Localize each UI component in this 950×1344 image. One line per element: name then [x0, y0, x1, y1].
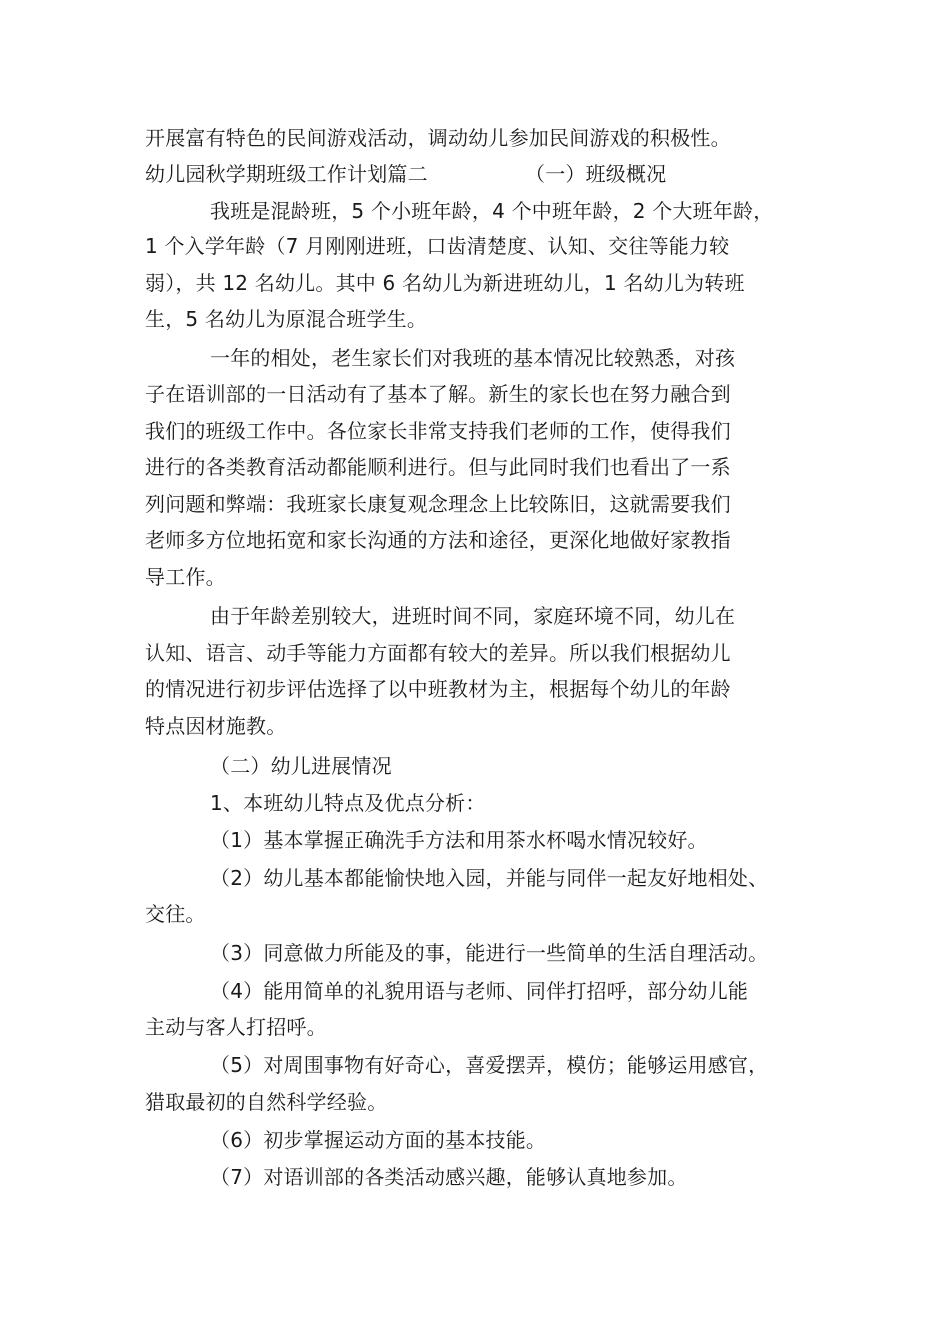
document-title: 幼儿园秋学期班级工作计划篇二 [145, 162, 428, 186]
paragraph-line: 1 个入学年龄（7 月刚刚进班，口齿清楚度、认知、交往等能力较 [145, 234, 730, 258]
list-item: （1）基本掌握正确洗手方法和用茶水杯喝水情况较好。 [210, 828, 708, 852]
list-item-continuation: 交往。 [145, 902, 206, 926]
paragraph-line: 认知、语言、动手等能力方面都有较大的差异。所以我们根据幼儿 [145, 641, 731, 665]
paragraph-line: 子在语训部的一日活动有了基本了解。新生的家长也在努力融合到 [145, 382, 731, 406]
subsection-heading: （二）幼儿进展情况 [210, 754, 392, 778]
paragraph-line: 一年的相处，老生家长们对我班的基本情况比较熟悉，对孩 [210, 346, 736, 370]
paragraph-line: 特点因材施教。 [145, 714, 287, 738]
list-item: （3）同意做力所能及的事，能进行一些简单的生活自理活动。 [210, 941, 769, 965]
list-item: （4）能用简单的礼貌用语与老师、同伴打招呼，部分幼儿能 [210, 979, 749, 1003]
paragraph-line: 老师多方位地拓宽和家长沟通的方法和途径，更深化地做好家教指 [145, 528, 731, 552]
paragraph-line: 我们的班级工作中。各位家长非常支持我们老师的工作，使得我们 [145, 419, 731, 443]
list-item-continuation: 猎取最初的自然科学经验。 [145, 1090, 388, 1114]
paragraph-line: 生，5 名幼儿为原混合班学生。 [145, 307, 428, 331]
paragraph-line: 我班是混龄班，5 个小班年龄，4 个中班年龄，2 个大班年龄， [210, 199, 774, 223]
paragraph-line: 由于年龄差别较大，进班时间不同，家庭环境不同，幼儿在 [210, 604, 736, 628]
paragraph-line: 的情况进行初步评估选择了以中班教材为主，根据每个幼儿的年龄 [145, 677, 731, 701]
list-item: （5）对周围事物有好奇心，喜爱摆弄，模仿；能够运用感官， [210, 1053, 769, 1077]
paragraph-line: 导工作。 [145, 565, 226, 589]
paragraph-line: 进行的各类教育活动都能顺利进行。但与此同时我们也看出了一系 [145, 455, 731, 479]
list-item: （6）初步掌握运动方面的基本技能。 [210, 1128, 547, 1152]
list-item: （7）对语训部的各类活动感兴趣，能够认真地参加。 [210, 1165, 688, 1189]
paragraph-line: 开展富有特色的民间游戏活动，调动幼儿参加民间游戏的积极性。 [145, 126, 731, 150]
list-item: （2）幼儿基本都能愉快地入园，并能与同伴一起友好地相处、 [210, 866, 769, 890]
section-heading: （一）班级概况 [525, 162, 667, 186]
list-heading: 1、本班幼儿特点及优点分析： [210, 791, 486, 815]
paragraph-line: 弱），共 12 名幼儿。其中 6 名幼儿为新进班幼儿，1 名幼儿为转班 [145, 271, 745, 295]
list-item-continuation: 主动与客人打招呼。 [145, 1015, 327, 1039]
paragraph-line: 列问题和弊端：我班家长康复观念理念上比较陈旧，这就需要我们 [145, 492, 731, 516]
